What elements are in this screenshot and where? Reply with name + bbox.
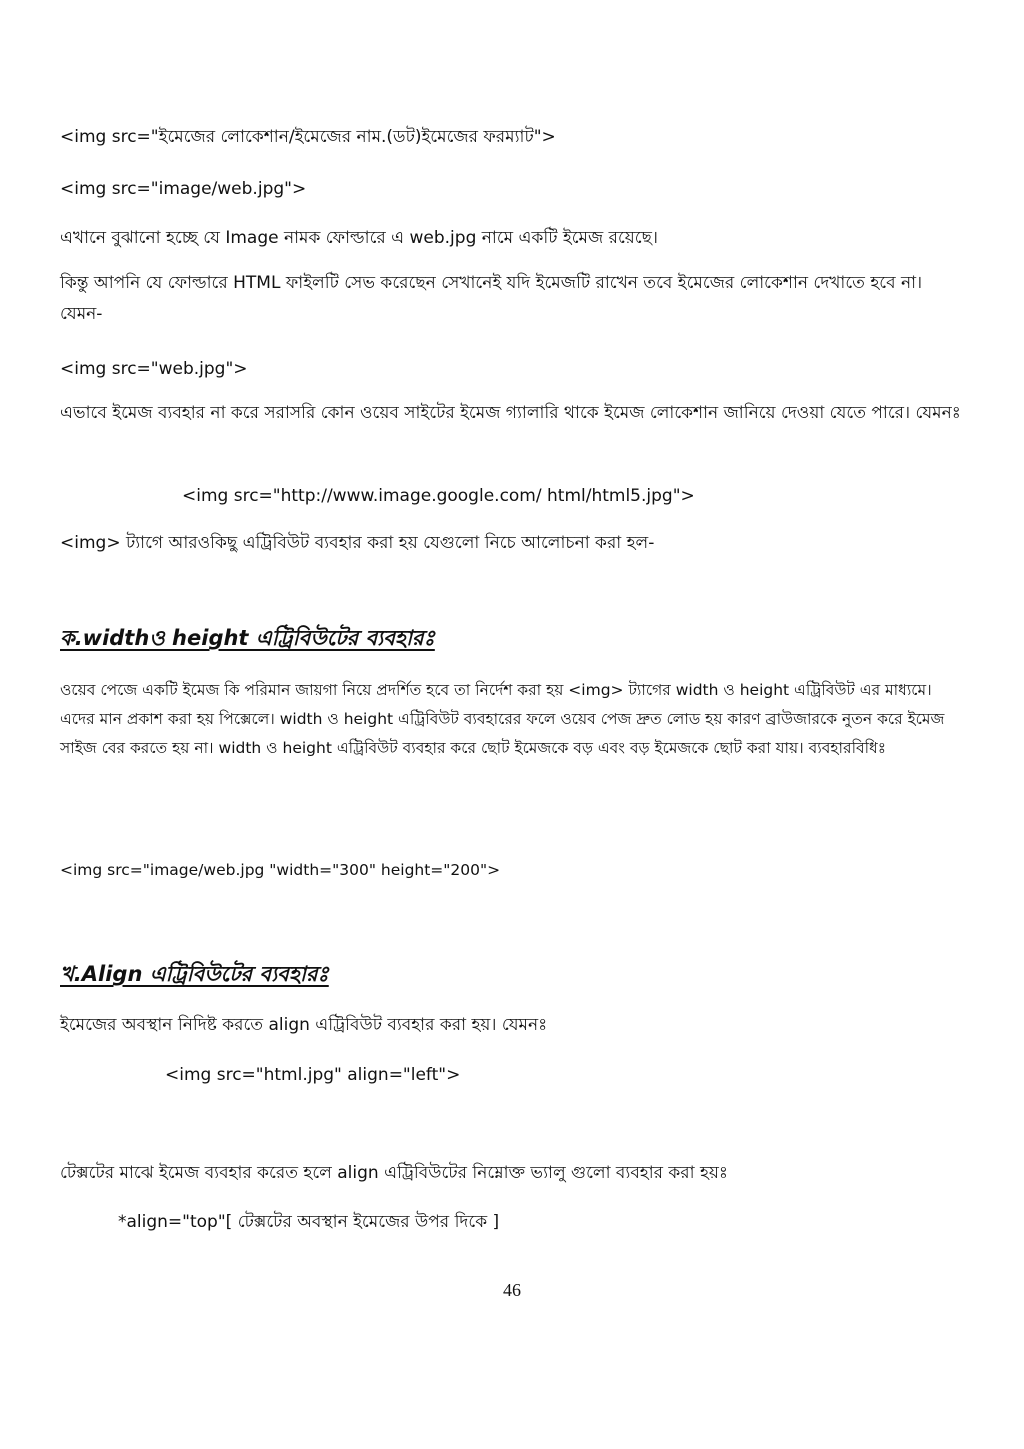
code-line-img-align-left: <img src="html.jpg" align="left"> [165, 1065, 461, 1085]
code-line-img-url: <img src="http://www.image.google.com/ html/html5.jpg"> [182, 486, 695, 506]
paragraph-width-height: ওয়েব পেজে একটি ইমেজ কি পরিমান জায়গা নিয়ে প্রদর্শিত হবে তা নির্দেশ করা হয় <img> ট্যাগের width ও height এট্রিবিউট এর মাধ্যমে। এদের মান প্রকাশ করা হয় পিক্সেলে। width ও height এট্রিবিউট ব্যবহারের ফলে ওয়েব পেজ দ্রুত লোড হয় কারণ ব্রাউজারকে নুতন করে ইমেজ সাইজ বের করতে হয় না। width ও height এট্রিবিউট ব্যবহার করে ছোট ইমেজকে বড় এবং বড় ইমেজকে ছোট করা যায়। ব্যবহারবিধিঃ [60, 681, 945, 757]
text-line-more-attributes: <img> ট্যাগে আরওকিছু এট্রিবিউট ব্যবহার করা হয় যেগুলো নিচে আলোচনা করা হল- [60, 533, 655, 553]
code-line-img-width-height: <img src="image/web.jpg "width="300" height="200"> [60, 861, 501, 879]
code-line-img-syntax: <img src="ইমেজের লোকেশান/ইমেজের নাম.(ডট)ইমেজের ফরম্যাট"> [60, 127, 556, 147]
text-line-folder-explanation: এখানে বুঝানো হচ্ছে যে Image নামক ফোল্ডারে এ web.jpg নামে একটি ইমেজ রয়েছে। [60, 228, 659, 248]
page-number: 46 [503, 1280, 521, 1300]
section-heading-align: খ.Align এট্রিবিউটের ব্যবহারঃ [60, 962, 329, 986]
code-line-img-same-folder: <img src="web.jpg"> [60, 359, 248, 379]
text-line-align-values-intro: টেক্সটের মাঝে ইমেজ ব্যবহার করেত হলে align এট্রিবিউটের নিম্নোক্ত ভ্যালু গুলো ব্যবহার করা হয়ঃ [60, 1163, 728, 1183]
list-item-align-top: *align="top"[ টেক্সটের অবস্থান ইমেজের উপর দিকে ] [118, 1212, 500, 1232]
code-line-img-folder: <img src="image/web.jpg"> [60, 179, 307, 199]
section-heading-width-height: ক.widthও height এট্রিবিউটের ব্যবহারঃ [60, 626, 435, 650]
paragraph-web-gallery: এভাবে ইমেজ ব্যবহার না করে সরাসরি কোন ওয়েব সাইটের ইমেজ গ্যালারি থাকে ইমেজ লোকেশান জানিয়ে দেওয়া যেতে পারে। যেমনঃ [60, 403, 961, 423]
text-line-align-intro: ইমেজের অবস্থান নিদিষ্ট করতে align এট্রিবিউট ব্যবহার করা হয়। যেমনঃ [60, 1015, 548, 1035]
paragraph-same-folder: কিন্তু আপনি যে ফোল্ডারে HTML ফাইলটি সেভ করেছেন সেখানেই যদি ইমেজটি রাখেন তবে ইমেজের লোকেশান দেখাতে হবে না। যেমন- [60, 273, 923, 324]
